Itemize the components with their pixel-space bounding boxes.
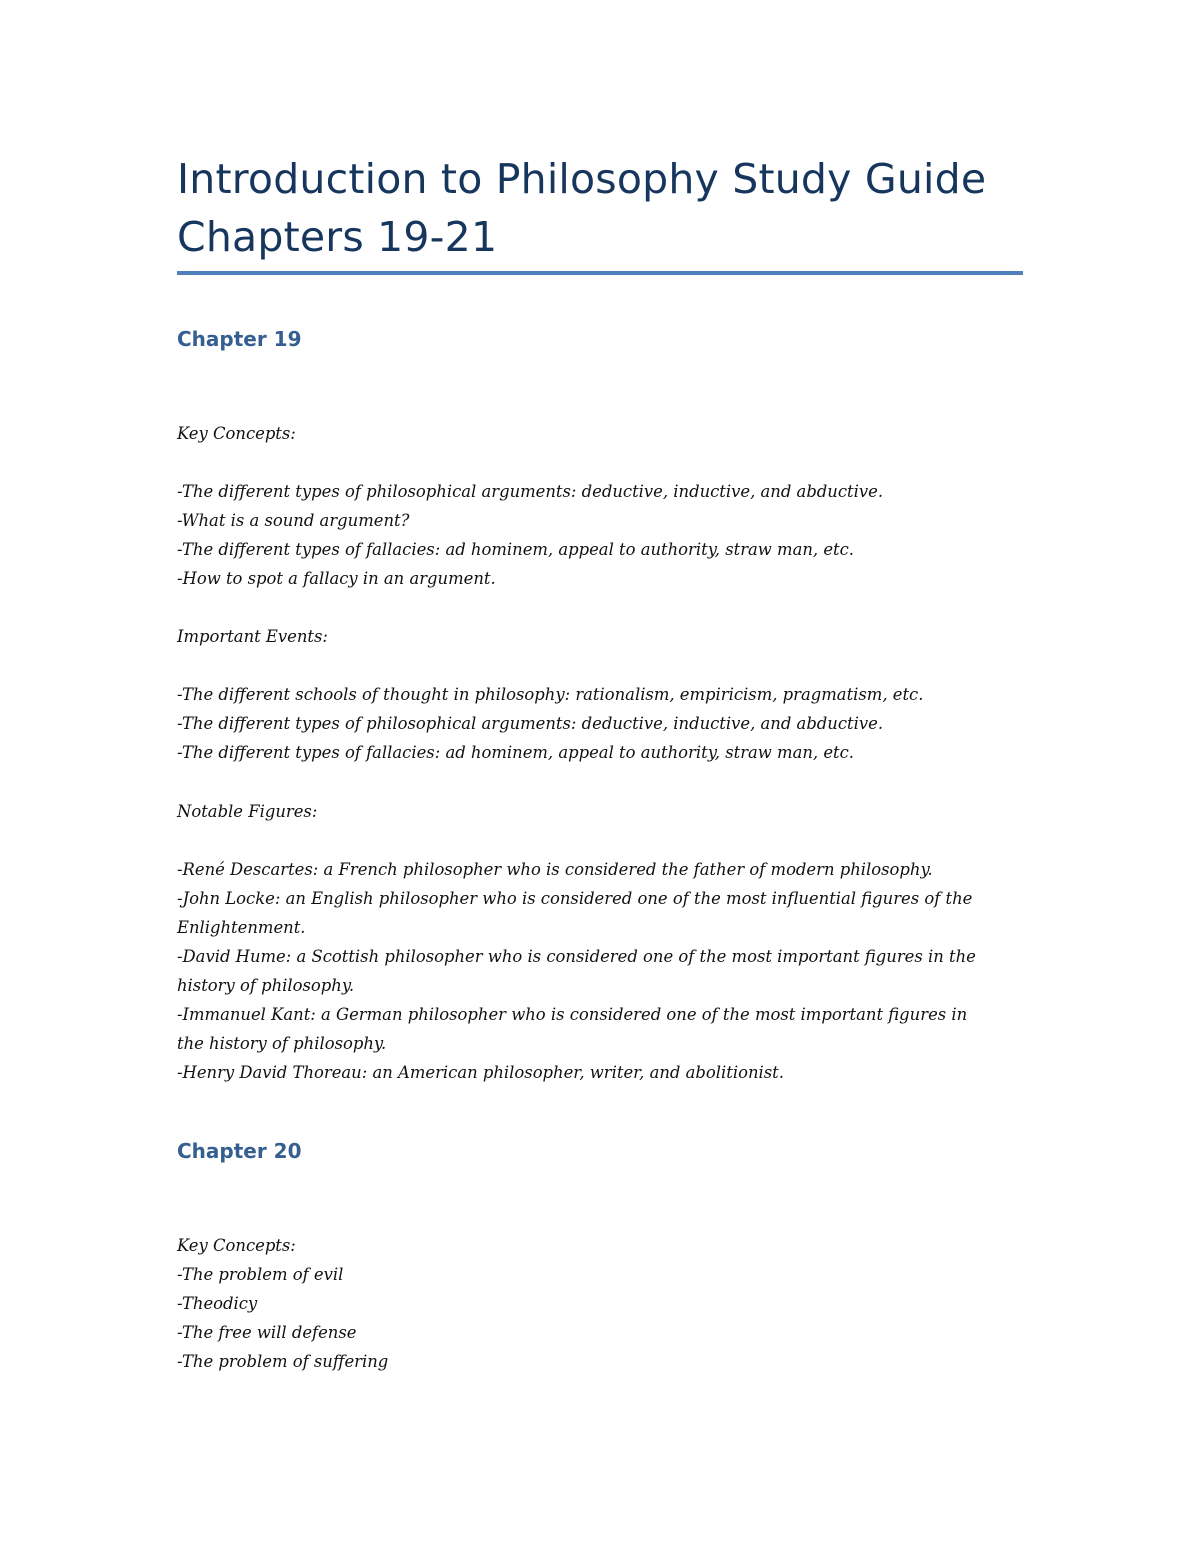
chapter-19-notable-figure-line: -René Descartes: a French philosopher who is considered the father of modern philosophy.	[177, 860, 933, 879]
chapter-20-key-concept-item: -Theodicy	[177, 1294, 258, 1313]
chapter-19-notable-figure-line: Enlightenment.	[177, 918, 306, 937]
chapter-19-important-event-item: -The different types of philosophical arguments: deductive, inductive, and abductive.	[177, 714, 884, 733]
document-title	[177, 150, 1023, 266]
title-line-2: Chapters 19-21	[177, 213, 498, 261]
chapter-19-important-events-label: Important Events:	[177, 627, 328, 646]
chapter-19-key-concept-item: -How to spot a fallacy in an argument.	[177, 569, 496, 588]
chapter-20-key-concept-item: -The problem of suffering	[177, 1352, 389, 1371]
chapter-19-important-event-item: -The different schools of thought in philosophy: rationalism, empiricism, pragmatism, etc.	[177, 685, 924, 704]
chapter-19-key-concepts-label: Key Concepts:	[177, 424, 296, 443]
chapter-19-key-concept-item: -What is a sound argument?	[177, 511, 410, 530]
chapter-19-notable-figures-label: Notable Figures:	[177, 802, 318, 821]
chapter-19-important-event-item: -The different types of fallacies: ad hominem, appeal to authority, straw man, etc.	[177, 743, 855, 762]
chapter-19-notable-figure-line: -John Locke: an English philosopher who is considered one of the most influential figures of the	[177, 889, 973, 908]
chapter-19-notable-figure-line: -Immanuel Kant: a German philosopher who is considered one of the most important figures in	[177, 1005, 968, 1024]
title-line-1: Introduction to Philosophy Study Guide	[177, 155, 987, 203]
chapter-19-heading: Chapter 19	[177, 327, 302, 351]
chapter-19-notable-figure-line: the history of philosophy.	[177, 1034, 387, 1053]
chapter-19-notable-figure-line: -David Hume: a Scottish philosopher who is considered one of the most important figures in the	[177, 947, 976, 966]
title-underline-rule	[177, 271, 1023, 275]
chapter-19-notable-figure-line: history of philosophy.	[177, 976, 355, 995]
chapter-20-key-concept-item: -The free will defense	[177, 1323, 357, 1342]
chapter-20-key-concepts-label: Key Concepts:	[177, 1236, 296, 1255]
chapter-20-key-concept-item: -The problem of evil	[177, 1265, 344, 1284]
chapter-19-notable-figure-line: -Henry David Thoreau: an American philosopher, writer, and abolitionist.	[177, 1063, 784, 1082]
chapter-19-key-concept-item: -The different types of philosophical arguments: deductive, inductive, and abductive.	[177, 482, 884, 501]
chapter-20-heading: Chapter 20	[177, 1139, 302, 1163]
chapter-19-key-concept-item: -The different types of fallacies: ad hominem, appeal to authority, straw man, etc.	[177, 540, 855, 559]
